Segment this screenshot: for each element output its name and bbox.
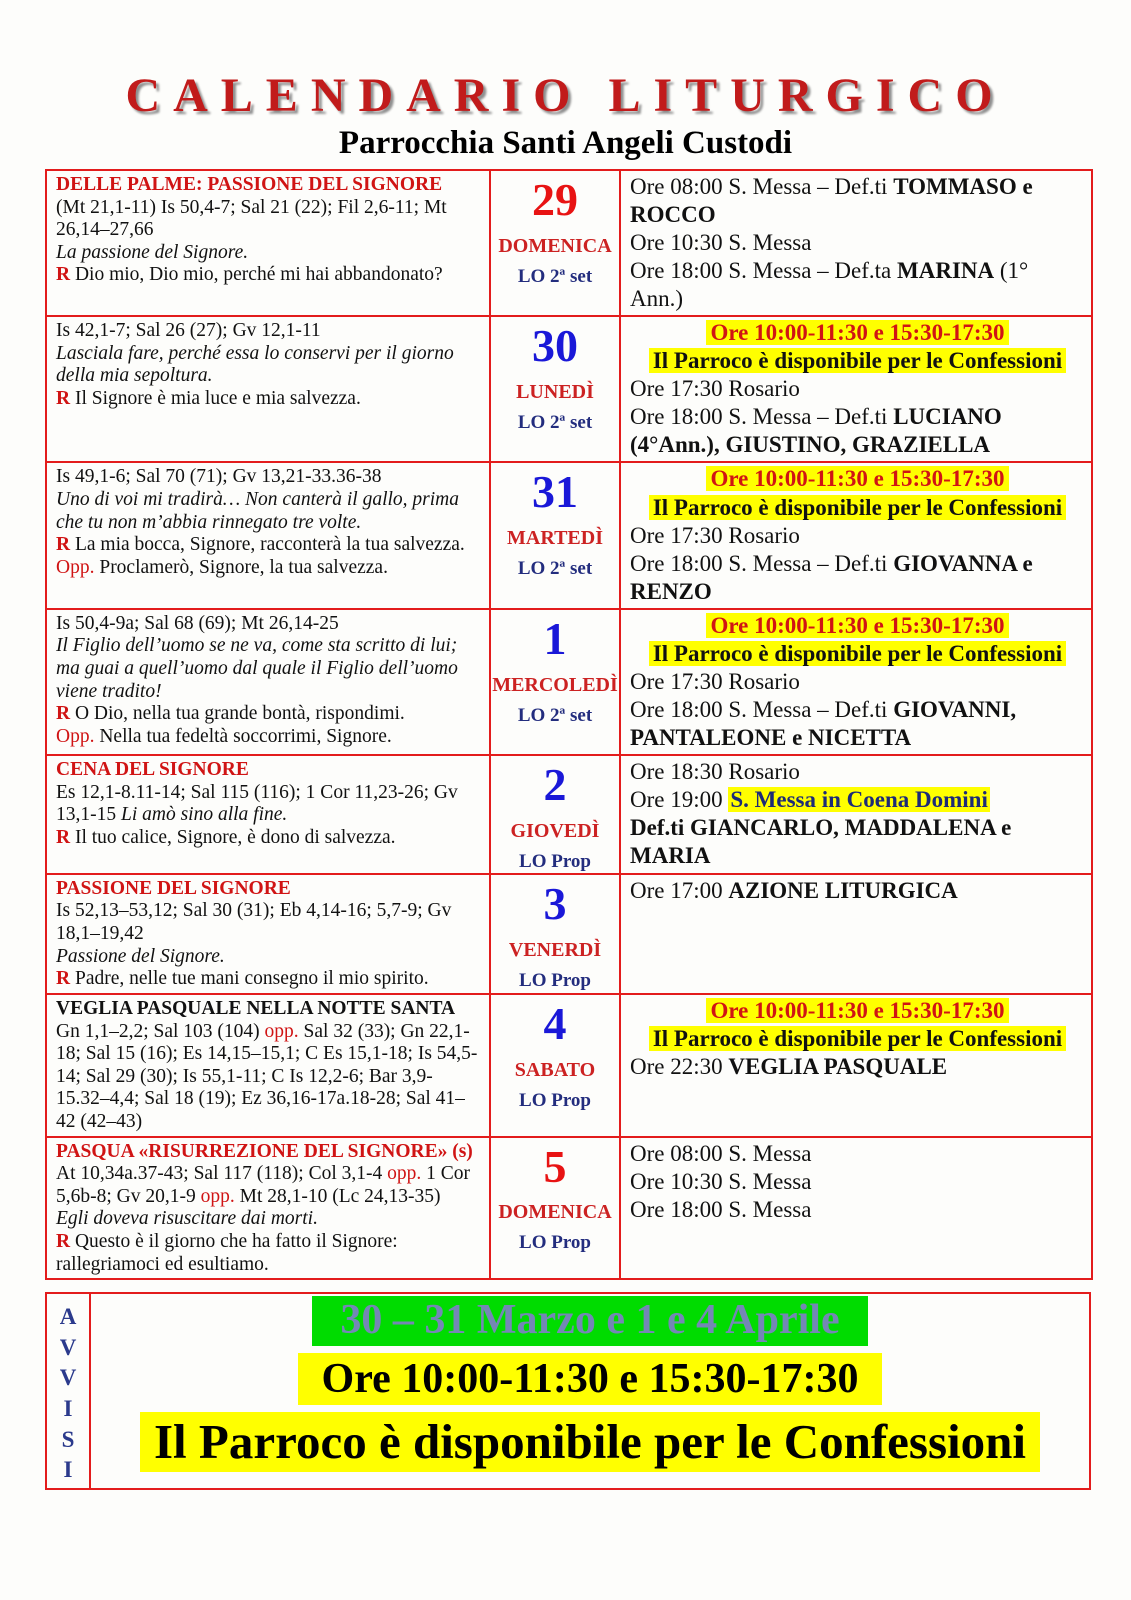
- event-line: [630, 375, 1085, 403]
- events-cell: [620, 316, 1092, 462]
- text-segment: R: [56, 703, 71, 725]
- text-segment: Ore 18:00 S. Messa – Def.ti: [630, 696, 894, 722]
- calendar-row: [46, 170, 1092, 316]
- event-line: [630, 668, 1085, 696]
- reading-line: [56, 759, 481, 782]
- avvisi-box: [45, 1292, 1091, 1490]
- day-name: MERCOLEDÌ: [492, 673, 618, 696]
- event-line: [630, 1025, 1085, 1053]
- text-segment: Il tuo calice, Signore, è dono di salvezza.: [70, 826, 396, 848]
- text-segment: TOMMASO e ROCCO: [630, 174, 1033, 228]
- text-segment: Li amò sino alla fine.: [121, 804, 288, 826]
- event-line: [630, 347, 1085, 375]
- text-segment: 1 Cor 5,6b-8; Gv 20,1-9: [56, 1163, 470, 1207]
- events-cell: [620, 874, 1092, 994]
- text-segment: Ore 18:30 Rosario: [630, 758, 800, 784]
- text-segment: R: [56, 264, 71, 286]
- day-lo-label: LO Prop: [519, 969, 591, 991]
- day-name: LUNEDÌ: [516, 381, 594, 404]
- calendar-table-body: [46, 170, 1092, 1279]
- event-line: [630, 403, 1085, 459]
- text-segment: Uno di voi mi tradirà… Non canterà il gallo, prima che tu non m’abbia rinnegato tre volte.: [56, 489, 460, 533]
- avvisi-letter: I: [63, 1457, 73, 1483]
- text-segment: Ore 18:00 S. Messa – Def.ta: [630, 258, 898, 284]
- readings-cell: [46, 316, 490, 462]
- event-line: [630, 522, 1085, 550]
- text-segment: DELLE PALME: PASSIONE DEL SIGNORE: [56, 174, 443, 195]
- text-segment: Il Parroco è disponibile per le Confessioni: [649, 641, 1066, 666]
- event-line: [630, 257, 1085, 313]
- day-name: VENERDÌ: [508, 938, 602, 961]
- events-cell: [620, 170, 1092, 316]
- text-segment: O Dio, nella tua grande bontà, rispondimi.: [70, 703, 405, 725]
- day-cell: [490, 170, 620, 316]
- day-cell: [490, 609, 620, 755]
- text-segment: Gn 1,1–2,2; Sal 103 (104): [56, 1020, 265, 1042]
- reading-line: [56, 635, 481, 703]
- reading-line: [56, 197, 481, 242]
- liturgical-calendar-table: [45, 169, 1093, 1280]
- event-line: [630, 612, 1085, 640]
- avvisi-content: [91, 1294, 1089, 1488]
- day-number: 3: [543, 877, 567, 929]
- text-segment: Opp.: [56, 556, 95, 578]
- reading-line: [56, 827, 481, 850]
- text-segment: LUCIANO (4°Ann.), GIUSTINO, GRAZIELLA: [630, 404, 1002, 458]
- event-line: [630, 173, 1085, 229]
- text-segment: Ore 17:30 Rosario: [630, 522, 800, 548]
- text-segment: Il Parroco è disponibile per le Confessioni: [649, 495, 1066, 520]
- day-number: 2: [543, 758, 567, 810]
- avvisi-letter: I: [63, 1395, 73, 1421]
- text-segment: Is 50,4-9a; Sal 68 (69); Mt 26,14-25: [56, 612, 339, 634]
- text-segment: opp.: [264, 1020, 299, 1042]
- day-lo-label: LO Prop: [519, 850, 591, 872]
- reading-line: [56, 174, 481, 197]
- text-segment: Ore 10:30 S. Messa: [630, 1168, 812, 1194]
- day-number: 1: [543, 612, 567, 664]
- text-segment: Questo è il giorno che ha fatto il Signore: rallegriamoci ed esultiamo.: [56, 1230, 398, 1275]
- text-segment: Ore 08:00 S. Messa: [630, 1140, 812, 1166]
- reading-line: [56, 726, 481, 749]
- text-segment: Ore 08:00 S. Messa – Def.ti: [630, 174, 894, 199]
- readings-cell: [46, 874, 490, 994]
- reading-line: [56, 946, 481, 969]
- event-line: [630, 814, 1085, 870]
- text-segment: GIOVANNI, PANTALEONE e NICETTA: [630, 696, 1017, 750]
- event-line: [630, 877, 1085, 905]
- day-number: 29: [532, 174, 578, 225]
- event-line: [630, 640, 1085, 668]
- text-segment: CENA DEL SIGNORE: [56, 758, 249, 780]
- text-segment: R: [56, 388, 71, 410]
- text-segment: Proclamerò, Signore, la tua salvezza.: [94, 556, 388, 578]
- reading-line: [56, 703, 481, 726]
- text-segment: Opp.: [56, 725, 95, 747]
- text-segment: (1° Ann.): [630, 258, 1029, 312]
- text-segment: Ore 10:00-11:30 e 15:30-17:30: [706, 466, 1008, 491]
- text-segment: Is 42,1-7; Sal 26 (27); Gv 12,1-11: [56, 320, 321, 342]
- reading-line: [56, 264, 481, 287]
- text-segment: AZIONE LITURGICA: [728, 877, 958, 903]
- reading-line: [56, 1163, 481, 1208]
- text-segment: Il Parroco è disponibile per le Confessioni: [649, 1026, 1066, 1051]
- text-segment: R: [56, 1230, 71, 1252]
- readings-cell: [46, 462, 490, 608]
- reading-line: [56, 489, 481, 534]
- reading-line: [56, 782, 481, 827]
- page-subtitle: Parrocchia Santi Angeli Custodi: [338, 125, 793, 161]
- calendar-row: [46, 755, 1092, 874]
- readings-cell: [46, 755, 490, 874]
- text-segment: Ore 10:00-11:30 e 15:30-17:30: [706, 320, 1008, 345]
- text-segment: Nella tua fedeltà soccorrimi, Signore.: [94, 725, 392, 747]
- event-line: [630, 997, 1085, 1025]
- text-segment: Ore 18:00 S. Messa: [630, 1196, 812, 1222]
- event-line: [630, 465, 1085, 493]
- reading-line: [56, 242, 481, 265]
- avvisi-letter: V: [59, 1365, 77, 1391]
- text-segment: Def.ti GIANCARLO, MADDALENA e MARIA: [630, 815, 1012, 869]
- text-segment: Mt 28,1-10 (Lc 24,13-35): [234, 1185, 441, 1207]
- text-segment: Dio mio, Dio mio, perché mi hai abbandonato?: [70, 264, 443, 286]
- text-segment: VEGLIA PASQUALE NELLA NOTTE SANTA: [56, 997, 456, 1019]
- calendar-row: [46, 1137, 1092, 1280]
- event-line: [630, 758, 1085, 786]
- day-cell: [490, 994, 620, 1137]
- calendar-row: [46, 994, 1092, 1137]
- text-segment: opp.: [200, 1185, 235, 1207]
- day-name: SABATO: [514, 1058, 596, 1081]
- reading-line: [56, 534, 481, 557]
- reading-line: [56, 1231, 481, 1276]
- text-segment: La mia bocca, Signore, racconterà la tua salvezza.: [70, 534, 465, 556]
- event-line: [630, 229, 1085, 257]
- day-cell: [490, 755, 620, 874]
- text-segment: Ore 18:00 S. Messa – Def.ti: [630, 404, 894, 430]
- text-segment: Ore 17:30 Rosario: [630, 376, 800, 402]
- reading-line: [56, 466, 481, 489]
- day-cell: [490, 1137, 620, 1280]
- day-lo-label: LO 2ª set: [517, 265, 593, 287]
- text-segment: VEGLIA PASQUALE: [728, 1053, 948, 1079]
- day-name: GIOVEDÌ: [510, 819, 600, 842]
- avvisi-letter: V: [59, 1334, 77, 1360]
- reading-line: [56, 388, 481, 411]
- event-line: [630, 1168, 1085, 1196]
- text-segment: Ore 10:30 S. Messa: [630, 230, 812, 256]
- events-cell: [620, 994, 1092, 1137]
- day-lo-label: LO Prop: [519, 1232, 591, 1254]
- avvisi-letter: A: [59, 1304, 77, 1330]
- day-lo-label: LO 2ª set: [517, 412, 593, 434]
- text-segment: GIOVANNA e RENZO: [630, 550, 1033, 604]
- day-number: 5: [543, 1140, 567, 1192]
- calendar-row: [46, 462, 1092, 608]
- text-segment: Il Figlio dell’uomo se ne va, come sta scritto di lui; ma guai a quell’uomo dal quale il Figlio dell’uomo viene tradito!: [56, 635, 458, 702]
- day-number: 31: [532, 466, 578, 518]
- reading-line: [56, 1141, 481, 1164]
- event-line: [630, 1196, 1085, 1224]
- page-title: CALENDARIO LITURGICO: [125, 69, 1006, 122]
- reading-line: [56, 320, 481, 343]
- calendar-row: [46, 316, 1092, 462]
- reading-line: [56, 900, 481, 945]
- reading-line: [56, 998, 481, 1021]
- text-segment: Padre, nelle tue mani consegno il mio spirito.: [70, 968, 429, 990]
- text-segment: PASSIONE DEL SIGNORE: [56, 877, 291, 899]
- text-segment: Ore 17:30 Rosario: [630, 668, 800, 694]
- text-segment: Egli doveva risuscitare dai morti.: [56, 1208, 318, 1230]
- text-segment: Is 52,13–53,12; Sal 30 (31); Eb 4,14-16; 5,7-9; Gv 18,1–19,42: [56, 900, 452, 945]
- text-segment: Il Signore è mia luce e mia salvezza.: [70, 388, 361, 410]
- events-cell: [620, 609, 1092, 755]
- text-segment: Ore 10:00-11:30 e 15:30-17:30: [706, 998, 1008, 1023]
- event-line: [630, 550, 1085, 606]
- day-name: MARTEDÌ: [507, 527, 603, 550]
- text-segment: S. Messa in Coena Domini: [730, 786, 988, 812]
- event-line: [630, 1053, 1085, 1081]
- day-number: 30: [532, 320, 578, 372]
- day-number: 4: [543, 997, 567, 1049]
- text-segment: Passione del Signore.: [56, 945, 225, 967]
- event-line: [630, 319, 1085, 347]
- day-cell: [490, 316, 620, 462]
- reading-line: [56, 878, 481, 901]
- text-segment: Ore 10:00-11:30 e 15:30-17:30: [706, 613, 1008, 638]
- day-name: DOMENICA: [498, 1201, 612, 1224]
- text-segment: Ore 19:00: [630, 786, 729, 812]
- text-segment: Es 12,1-8.11-14; Sal 115 (116); 1 Cor 11,23-26; Gv 13,1-15: [56, 781, 458, 826]
- reading-line: [56, 1021, 481, 1134]
- text-segment: R: [56, 826, 71, 848]
- reading-line: [56, 968, 481, 991]
- events-cell: [620, 1137, 1092, 1280]
- event-line: [630, 1140, 1085, 1168]
- readings-cell: [46, 1137, 490, 1280]
- day-cell: [490, 462, 620, 608]
- text-segment: Is 49,1-6; Sal 70 (71); Gv 13,21-33.36-38: [56, 466, 382, 488]
- day-lo-label: LO Prop: [519, 1089, 591, 1111]
- event-line: [630, 786, 1085, 814]
- text-segment: Il Parroco è disponibile per le Confessioni: [649, 348, 1066, 373]
- event-line: [630, 696, 1085, 752]
- event-line: [630, 494, 1085, 522]
- text-segment: At 10,34a.37-43; Sal 117 (118); Col 3,1-4: [56, 1163, 388, 1185]
- text-segment: Ore 22:30: [630, 1053, 729, 1079]
- readings-cell: [46, 170, 490, 316]
- calendar-row: [46, 874, 1092, 994]
- reading-line: [56, 613, 481, 636]
- day-cell: [490, 874, 620, 994]
- avvisi-confessions-banner: Il Parroco è disponibile per le Confessioni: [140, 1412, 1040, 1472]
- avvisi-vertical-label: [47, 1294, 91, 1488]
- text-segment: Sal 32 (33); Gn 22,1-18; Sal 15 (16); Es 14,15–15,1; C Es 15,1-18; Is 54,5-14; Sal 29 (30); Is 55,1-11; C Is 12,2-6; Bar 3,9-15.32–4,4; Sal 18 (19); Ez 36,16-17a.18-28; Sal 41–42 (42–43): [56, 1020, 478, 1132]
- events-cell: [620, 755, 1092, 874]
- day-lo-label: LO 2ª set: [517, 558, 593, 580]
- calendar-row: [46, 609, 1092, 755]
- reading-line: [56, 343, 481, 388]
- day-lo-label: LO 2ª set: [517, 704, 593, 726]
- text-segment: PASQUA «RISURREZIONE DEL SIGNORE» (s): [56, 1140, 473, 1162]
- reading-line: [56, 1208, 481, 1231]
- text-segment: (Mt 21,1-11) Is 50,4-7; Sal 21 (22); Fil 2,6-11; Mt 26,14–27,66: [56, 196, 447, 241]
- text-segment: R: [56, 968, 71, 990]
- text-segment: Lasciala fare, perché essa lo conservi per il giorno della mia sepoltura.: [56, 342, 454, 387]
- text-segment: Ore 17:00: [630, 877, 729, 903]
- readings-cell: [46, 609, 490, 755]
- events-cell: [620, 462, 1092, 608]
- avvisi-letter: S: [61, 1426, 75, 1452]
- text-segment: R: [56, 534, 71, 556]
- text-segment: Ore 18:00 S. Messa – Def.ti: [630, 550, 894, 576]
- text-segment: opp.: [387, 1163, 422, 1185]
- text-segment: MARINA: [897, 258, 995, 284]
- avvisi-hours-banner: Ore 10:00-11:30 e 15:30-17:30: [298, 1353, 883, 1406]
- avvisi-date-banner: 30 – 31 Marzo e 1 e 4 Aprile: [312, 1296, 867, 1346]
- reading-line: [56, 557, 481, 580]
- day-name: DOMENICA: [498, 234, 612, 257]
- readings-cell: [46, 994, 490, 1137]
- text-segment: La passione del Signore.: [56, 241, 249, 263]
